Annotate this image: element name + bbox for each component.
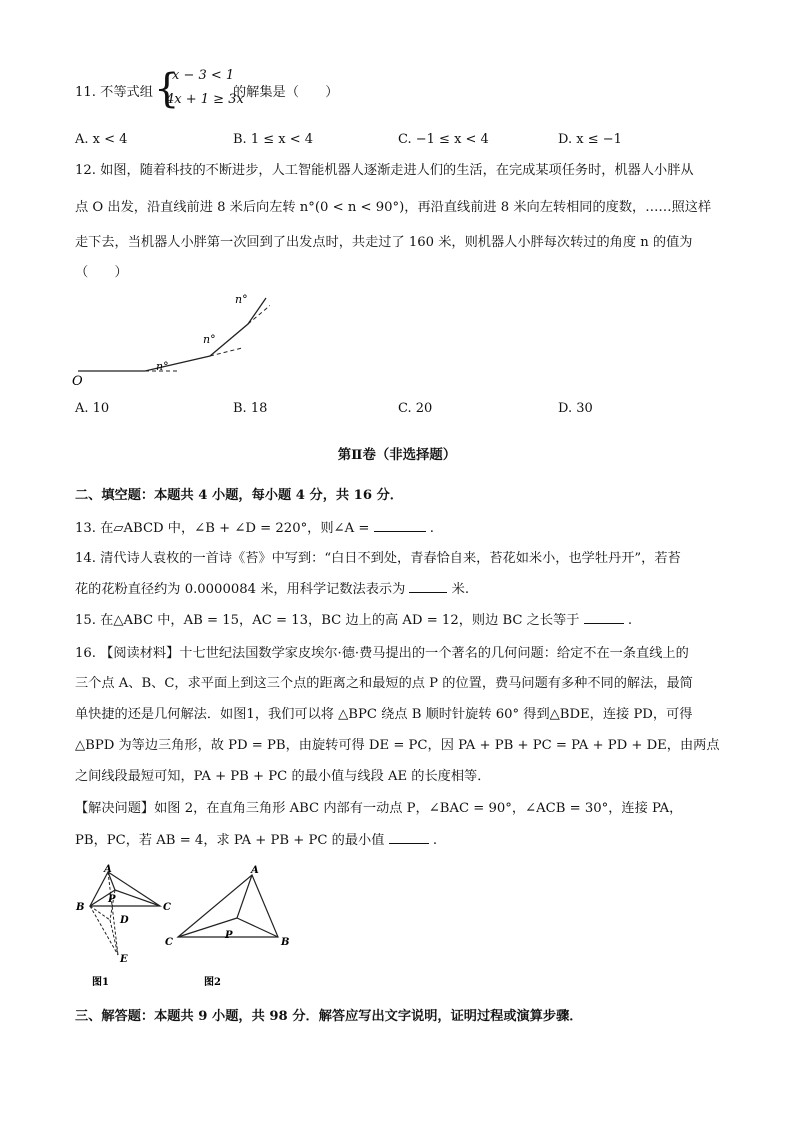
robot-path xyxy=(78,298,266,371)
q11-option-c: C. −1 ≤ x < 4 xyxy=(398,132,489,147)
q16-line-5: 之间线段最短可知，PA + PB + PC 的最小值与线段 AE 的长度相等． xyxy=(75,769,491,784)
fig2-label-c: C xyxy=(165,937,173,948)
fig2-label-p: P xyxy=(225,930,233,941)
fig1-label-c: C xyxy=(163,902,171,913)
q11-prefix: 11. 不等式组 xyxy=(75,85,153,100)
fig1-label-a: A xyxy=(104,864,112,875)
origin-label: O xyxy=(72,374,83,388)
angle-label-3: n° xyxy=(235,293,248,306)
q16-line-2: 三个点 A、B、C，求平面上到这三个点的距离之和最短的点 P 的位置，费马问题有多种不同的解法，最简 xyxy=(75,676,693,691)
fig1-caption: 图1 xyxy=(92,977,109,988)
q12-option-c: C. 20 xyxy=(398,401,433,416)
q11-equation-1: x − 3 < 1 xyxy=(172,68,235,83)
q13-end: . xyxy=(429,521,434,536)
section3-heading: 三、解答题：本题共 9 小题，共 98 分．解答应写出文字说明，证明过程或演算步骤． xyxy=(75,1009,583,1024)
q13-answer-blank[interactable] xyxy=(374,519,426,532)
triangle-abc xyxy=(178,875,278,937)
fig2-caption: 图2 xyxy=(204,977,221,988)
q16-line-7: PB，PC，若 AB = 4，求 PA + PB + PC 的最小值 xyxy=(75,833,385,848)
system-brace: { xyxy=(154,66,180,112)
fermat-figure-2 xyxy=(160,862,300,990)
q16-line-3: 单快捷的还是几何解法．如图1，我们可以将 △BPC 绕点 B 顺时针旋转 60° 得到△BDE，连接 PD，可得 xyxy=(75,707,693,722)
q12-option-a: A. 10 xyxy=(75,401,110,416)
segment-be xyxy=(90,906,118,955)
q15-answer-blank[interactable] xyxy=(584,611,624,624)
q12-line-2: 点 O 出发，沿直线前进 8 米后向左转 n°(0 < n < 90°)，再沿直线前进 8 米向左转相同的度数，……照这样 xyxy=(75,200,712,215)
q11-equation-2: 4x + 1 ≥ 3x xyxy=(166,92,244,107)
fig1-label-p: P xyxy=(108,894,116,905)
q16-end: . xyxy=(432,833,438,848)
segment-pc xyxy=(115,890,160,906)
fig2-label-a: A xyxy=(251,865,259,876)
triangle-abc xyxy=(90,872,160,906)
q13-text: 13. 在▱ABCD 中，∠B + ∠D = 220°，则∠A = xyxy=(75,521,370,536)
q11-suffix: 的解集是（ ） xyxy=(233,85,339,100)
q12-line-1: 12. 如图，随着科技的不断进步，人工智能机器人逐渐走进人们的生活，在完成某项任务时，机器人小胖从 xyxy=(75,163,694,178)
q12-option-b: B. 18 xyxy=(233,401,268,416)
q14-line-2: 花的花粉直径约为 0.0000084 米，用科学记数法表示为 xyxy=(75,582,406,597)
extension-3 xyxy=(248,303,270,324)
q11-option-b: B. 1 ≤ x < 4 xyxy=(233,132,314,147)
q14-end: 米. xyxy=(451,582,470,597)
section2-heading: 二、填空题：本题共 4 小题，每小题 4 分，共 16 分． xyxy=(75,488,403,503)
q12-line-3: 走下去，当机器人小胖第一次回到了出发点时，共走过了 160 米，则机器人小胖每次转过的角度 n 的值为 xyxy=(75,235,693,250)
segment-de xyxy=(110,920,118,955)
q11-option-d: D. x ≤ −1 xyxy=(558,132,622,147)
part2-title: 第Ⅱ卷（非选择题） xyxy=(337,447,457,463)
q14-answer-blank[interactable] xyxy=(409,580,447,593)
robot-path-figure xyxy=(70,288,270,388)
q15-end: . xyxy=(627,613,633,628)
q12-line-4: （ ） xyxy=(75,265,128,280)
q16-line-1: 16. 【阅读材料】十七世纪法国数学家皮埃尔·德·费马提出的一个著名的几何问题：给定不在一条直线上的 xyxy=(75,646,689,661)
fig2-label-b: B xyxy=(281,937,290,948)
fig1-label-e: E xyxy=(120,954,128,965)
q16-line-4: △BPD 为等边三角形，故 PD = PB，由旋转可得 DE = PC，因 PA + PB + PC = PA + PD + DE，由两点 xyxy=(75,738,720,753)
q14-line-1: 14. 清代诗人袁枚的一首诗《苔》中写到：“白日不到处，青春恰自来，苔花如米小，也学牡丹开”，若苔 xyxy=(75,551,681,566)
fig1-label-b: B xyxy=(76,902,85,913)
q11-option-a: A. x < 4 xyxy=(75,132,128,147)
q12-option-d: D. 30 xyxy=(558,401,593,416)
fig1-label-d: D xyxy=(120,915,129,926)
segment-bd xyxy=(90,906,110,920)
q15-text: 15. 在△ABC 中，AB = 15，AC = 13，BC 边上的高 AD = 12，则边 BC 之长等于 xyxy=(75,613,580,628)
angle-label-2: n° xyxy=(203,333,216,346)
q16-line-6: 【解决问题】如图 2，在直角三角形 ABC 内部有一动点 P，∠BAC = 90°，∠ACB = 30°，连接 PA， xyxy=(75,801,683,816)
q16-answer-blank[interactable] xyxy=(389,831,429,844)
angle-label-1: n° xyxy=(156,360,169,373)
